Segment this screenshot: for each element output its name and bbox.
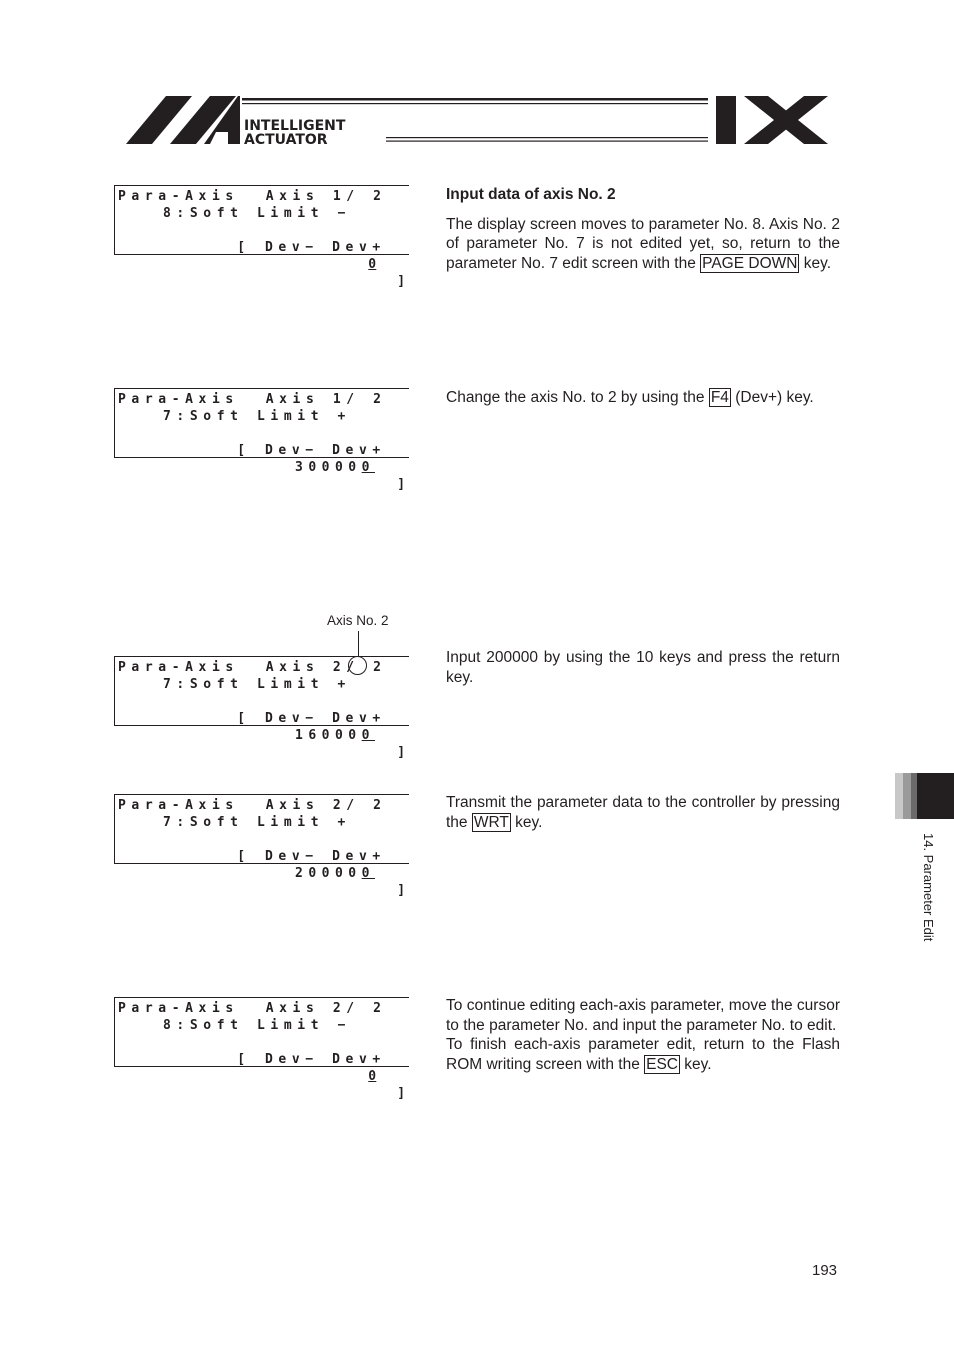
screen-row-function-keys: Dev− Dev+ [265,711,386,726]
step-5-text: To continue editing each-axis parameter, move the cursor to the parameter No. and input the parameter No. to edit. To finish each-axis parameter edit, return to the Flash ROM writing screen with the ESC key. [446,997,840,1074]
logo-text-intelligent: INTELLIGENT [244,118,346,134]
screen-row-parameter: 7:Soft Limit + [163,677,351,692]
logo-text-actuator: ACTUATOR [244,132,328,146]
value-digits: 200000 [295,866,375,881]
step-4-text: Transmit the parameter data to the controller by pressing the WRT key. [446,794,840,831]
value-digits: 160000 [295,728,375,743]
screen-row-function-keys: Dev− Dev+ [265,1052,386,1067]
chapter-tab-marker [895,773,954,819]
screen-row-title: Para-Axis Axis 2/ 2 [118,1001,387,1016]
page-down-key: PAGE DOWN [702,255,798,273]
esc-key: ESC [646,1056,678,1074]
screen-row-value: [ 300000 ] [237,443,406,492]
step-1-text: Input data of axis No. 2 The display screen moves to parameter No. 8. Axis No. 2 of parameter No. 7 is not edited yet, so, return to the parameter No. 7 edit screen with the PAGE DOWN key. [446,186,840,273]
teaching-pendant-screen-2 [114,388,409,492]
wrt-key: WRT [473,813,509,831]
section-heading: Input data of axis No. 2 [446,186,616,203]
value-cursor: 0 [368,257,377,272]
screen-row-value: [ 160000 ] [237,711,406,760]
screen-row-title: Para-Axis Axis 2/ 2 [118,798,387,813]
screen-row-function-keys: Dev− Dev+ [265,240,386,255]
value-cursor: 0 [368,1069,377,1084]
screen-row-value: [ 0 ] [237,240,406,289]
screen-row-function-keys: Dev− Dev+ [265,849,386,864]
screen-row-parameter: 7:Soft Limit + [163,409,351,424]
screen-row-function-keys: Dev− Dev+ [265,443,386,458]
axis-callout-label: Axis No. 2 [327,613,389,628]
screen-row-title: Para-Axis Axis 2/ 2 [118,660,387,675]
f4-key: F4 [710,389,729,406]
screen-row-parameter: 8:Soft Limit − [163,206,351,221]
axis-number-circle [348,656,367,675]
axis-callout-line [358,631,359,657]
screen-row-value: [ 200000 ] [237,849,406,898]
screen-row-title: Para-Axis Axis 1/ 2 [118,392,387,407]
intelligent-actuator-ix-logo [126,94,828,146]
step-2-text: Change the axis No. to 2 by using the F4 (Dev+) key. [446,389,814,406]
teaching-pendant-screen-4 [114,794,409,898]
chapter-tab-label: 14. Parameter Edit [921,833,936,942]
teaching-pendant-screen-3 [114,656,409,760]
screen-row-parameter: 7:Soft Limit + [163,815,351,830]
teaching-pendant-screen-5 [114,997,409,1101]
teaching-pendant-screen-1 [114,185,409,289]
page-number: 193 [812,1262,838,1279]
step-3-text: Input 200000 by using the 10 keys and press the return key. [446,649,840,686]
screen-row-parameter: 8:Soft Limit − [163,1018,351,1033]
screen-row-value: [ 0 ] [237,1052,406,1101]
value-digits: 300000 [295,460,375,475]
screen-row-title: Para-Axis Axis 1/ 2 [118,189,387,204]
